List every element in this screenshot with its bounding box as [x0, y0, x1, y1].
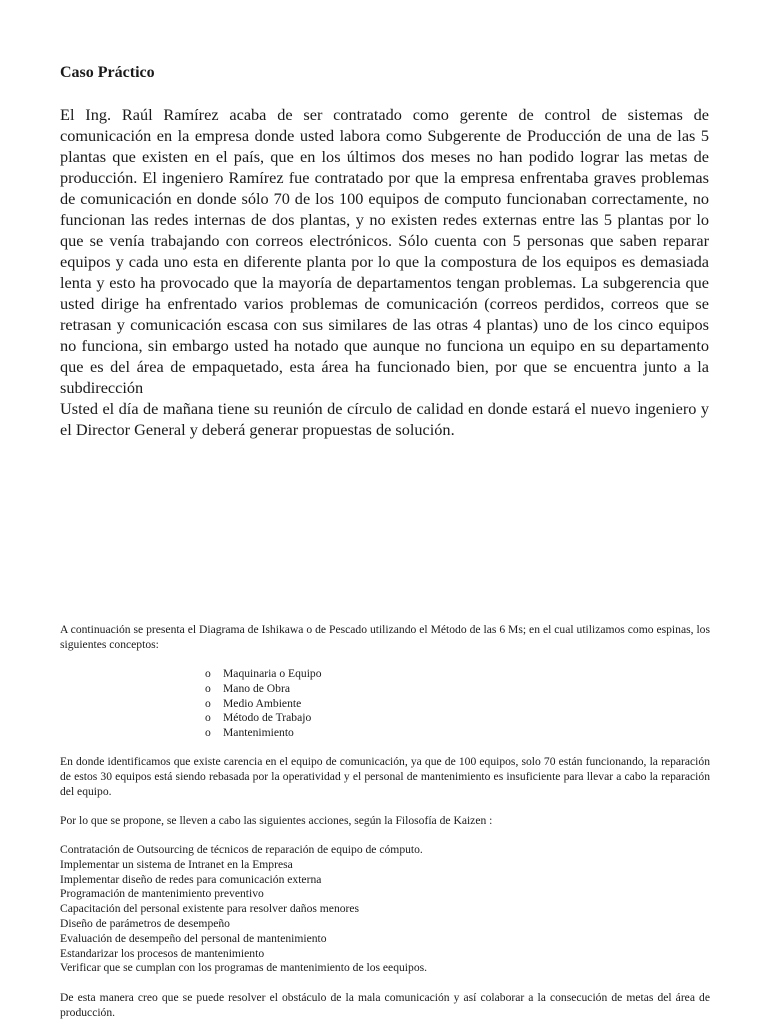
list-item: Capacitación del personal existente para resolver daños menores [60, 902, 360, 916]
bullet-icon: o [205, 726, 211, 740]
list-item: Implementar diseño de redes para comunicación externa [60, 872, 322, 886]
case-description [60, 104, 709, 440]
list-item [205, 667, 322, 682]
list-item: Estandarizar los procesos de mantenimiento [60, 946, 265, 960]
list-item: Evaluación de desempeño del personal de mantenimiento [60, 931, 327, 945]
list-item: Implementar un sistema de Intranet en la Empresa [60, 857, 293, 871]
concept-label: Mano de Obra [223, 681, 290, 695]
bullet-icon: o [205, 681, 211, 695]
document-title: Caso Práctico [60, 64, 155, 81]
list-item [205, 682, 322, 697]
bullet-icon: o [205, 696, 211, 710]
bullet-icon: o [205, 667, 211, 680]
list-item [205, 697, 322, 712]
conclusion-paragraph: De esta manera creo que se puede resolver el obstáculo de la mala comunicación y así colaborar a la consecución de metas del área de producción. [60, 991, 710, 1019]
list-item: Contratación de Outsourcing de técnicos de reparación de equipo de cómputo. [60, 843, 423, 856]
list-item: Verificar que se cumplan con los programas de mantenimiento de los eequipos. [60, 961, 428, 975]
concept-label: Método de Trabajo [223, 711, 312, 725]
list-item [205, 711, 322, 726]
concept-label: Medio Ambiente [223, 696, 302, 710]
ishikawa-intro: A continuación se presenta el Diagrama de Ishikawa o de Pescado utilizando el Método de las 6 Ms; en el cual utilizamos como espinas, los siguientes conceptos: [60, 623, 710, 651]
ishikawa-concepts-list [205, 667, 322, 741]
concept-label: Mantenimiento [223, 726, 294, 740]
case-paragraph-1: El Ing. Raúl Ramírez acaba de ser contratado como gerente de control de sistemas de comunicación en la empresa donde usted labora como Subgerente de Producción de una de las 5 plantas que existen en el país, que en los últimos dos meses no han podido lograr las metas de producción. El ingeniero Ramírez fue contratado por que la empresa enfrentaba graves problemas de comunicación en donde sólo 70 de los 100 equipos de computo funcionaban correctamente, no funcionan las redes internas de dos plantas, y no existen redes externas entre las 5 plantas por lo que se venía trabajando con correos electrónicos. Sólo cuenta con 5 personas que saben reparar equipos y cada uno esta en diferente planta por lo que la compostura de los equipos es demasiada lenta y esto ha provocado que la mayoría de departamentos tengan problemas. La subgerencia que usted dirige ha enfrentado varios problemas de comunicación (correos perdidos, correos que se retrasan y comunicación escasa con sus similares de las otras 4 plantas) uno de los cinco equipos no funciona, sin embargo usted ha notado que aunque no funciona un equipo en su departamento que es del área de empaquetado, esta área ha funcionado bien, por que se encuentra junto a la subdirección [60, 105, 709, 397]
list-item: Programación de mantenimiento preventivo [60, 887, 264, 901]
bullet-icon: o [205, 711, 211, 725]
list-item: Diseño de parámetros de desempeño [60, 916, 230, 930]
finding-paragraph: En donde identificamos que existe carencia en el equipo de comunicación, ya que de 100 equipos, solo 70 están funcionando, la reparación de estos 30 equipos está siendo rebasada por la operatividad y el personal de mantenimiento es insuficiente para llevar a cabo la reparación del equipo. [60, 755, 710, 798]
concept-label: Maquinaria o Equipo [223, 667, 322, 680]
case-paragraph-2: Usted el día de mañana tiene su reunión de círculo de calidad en donde estará el nuevo ingeniero y el Director General y deberá generar propuestas de solución. [60, 399, 709, 439]
kaizen-actions-list [60, 843, 427, 976]
list-item [205, 726, 322, 741]
proposal-intro: Por lo que se propone, se lleven a cabo las siguientes acciones, según la Filosofía de Kaizen : [60, 814, 493, 827]
